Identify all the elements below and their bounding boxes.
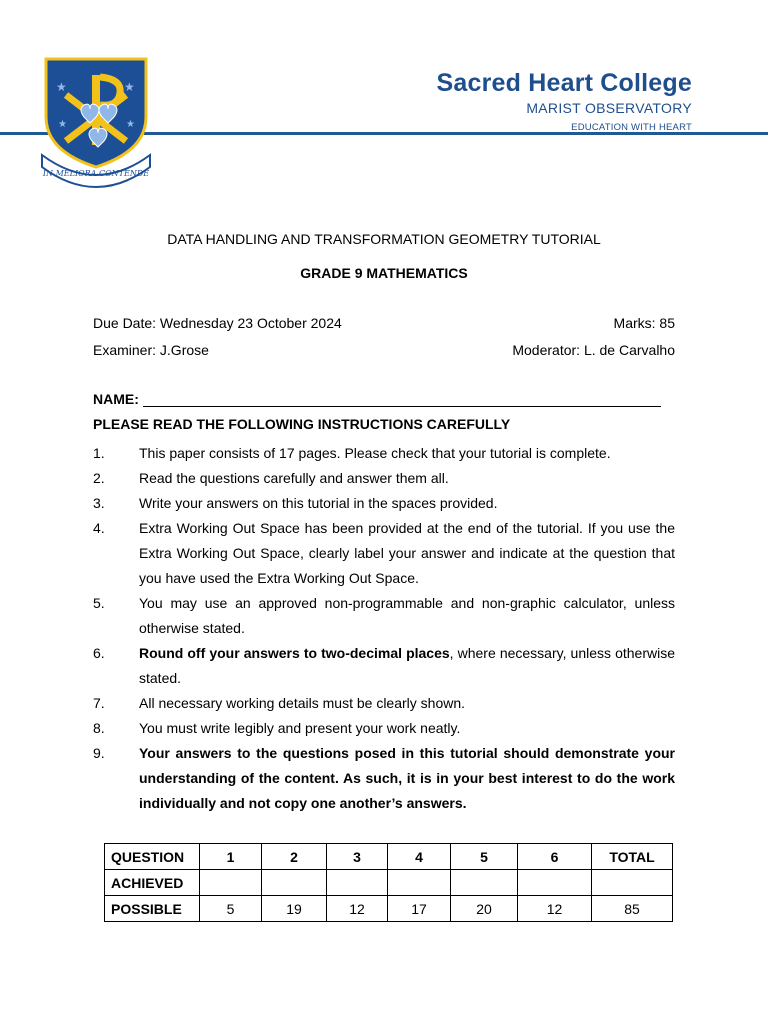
page-header xyxy=(0,0,768,200)
list-item: 2. Read the questions carefully and answer them all. xyxy=(93,470,449,486)
info-row-due xyxy=(93,315,675,331)
question-header: 5 xyxy=(451,844,518,870)
achieved-cell[interactable] xyxy=(327,870,388,896)
possible-cell: 12 xyxy=(518,896,592,922)
due-date: Due Date: Wednesday 23 October 2024 xyxy=(93,315,342,331)
list-item: 4. Extra Working Out Space has been provided at the end of the tutorial. If you use the Extra Working Out Space, clearly label your answer and indicate at the question that you have used the Extra Working Out Space. xyxy=(93,520,675,586)
achieved-cell[interactable] xyxy=(200,870,262,896)
name-field xyxy=(93,391,661,407)
college-crest-logo xyxy=(40,55,152,190)
possible-cell: 20 xyxy=(451,896,518,922)
question-header: 3 xyxy=(327,844,388,870)
possible-cell: 12 xyxy=(327,896,388,922)
svg-text:★: ★ xyxy=(126,119,135,130)
college-name: Sacred Heart College xyxy=(436,69,692,97)
table-row xyxy=(105,870,673,896)
college-tagline: EDUCATION WITH HEART xyxy=(571,122,692,133)
crest-motto: IN MELIORA CONTENDE xyxy=(42,169,150,178)
svg-text:★: ★ xyxy=(124,80,135,94)
total-header: TOTAL xyxy=(592,844,673,870)
svg-text:★: ★ xyxy=(56,80,67,94)
list-item: 6. Round off your answers to two-decimal places, where necessary, unless otherwise stated. xyxy=(93,645,676,686)
question-header: 6 xyxy=(518,844,592,870)
instructions-heading: PLEASE READ THE FOLLOWING INSTRUCTIONS CAREFULLY xyxy=(93,416,511,432)
row-label-question: QUESTION xyxy=(105,844,200,870)
list-item: 1. This paper consists of 17 pages. Please check that your tutorial is complete. xyxy=(93,445,611,461)
document-subject: GRADE 9 MATHEMATICS xyxy=(300,265,468,281)
achieved-cell[interactable] xyxy=(592,870,673,896)
moderator: Moderator: L. de Carvalho xyxy=(512,342,675,358)
marks-table xyxy=(104,843,673,922)
question-header: 1 xyxy=(200,844,262,870)
college-branding xyxy=(437,68,693,135)
question-header: 2 xyxy=(262,844,327,870)
achieved-cell[interactable] xyxy=(388,870,451,896)
list-item: 7. All necessary working details must be clearly shown. xyxy=(93,695,466,711)
achieved-cell[interactable] xyxy=(518,870,592,896)
name-label: NAME: xyxy=(93,391,139,407)
instructions-list xyxy=(93,441,675,816)
svg-text:★: ★ xyxy=(58,119,67,130)
info-row-staff xyxy=(93,342,675,358)
list-item: 5. You may use an approved non-programmable and non-graphic calculator, unless otherwise stated. xyxy=(93,595,675,636)
possible-cell: 17 xyxy=(388,896,451,922)
question-header: 4 xyxy=(388,844,451,870)
list-item: 8. You must write legibly and present your work neatly. xyxy=(93,720,461,736)
achieved-cell[interactable] xyxy=(451,870,518,896)
college-subtitle: MARIST OBSERVATORY xyxy=(526,100,692,116)
list-item: 3. Write your answers on this tutorial in the spaces provided. xyxy=(93,495,498,511)
possible-total-cell: 85 xyxy=(592,896,673,922)
table-row xyxy=(105,896,673,922)
row-label-possible: POSSIBLE xyxy=(105,896,200,922)
possible-cell: 19 xyxy=(262,896,327,922)
possible-cell: 5 xyxy=(200,896,262,922)
list-item: 9. Your answers to the questions posed in this tutorial should demonstrate your understanding of the content. As such, it is in your best interest to do the work individually and not copy one another’s answers. xyxy=(93,745,675,811)
name-blank-line[interactable] xyxy=(143,392,661,407)
achieved-cell[interactable] xyxy=(262,870,327,896)
table-row xyxy=(105,844,673,870)
total-marks: Marks: 85 xyxy=(613,315,675,331)
examiner: Examiner: J.Grose xyxy=(93,342,209,358)
row-label-achieved: ACHIEVED xyxy=(105,870,200,896)
document-title: DATA HANDLING AND TRANSFORMATION GEOMETRY TUTORIAL xyxy=(167,231,601,247)
